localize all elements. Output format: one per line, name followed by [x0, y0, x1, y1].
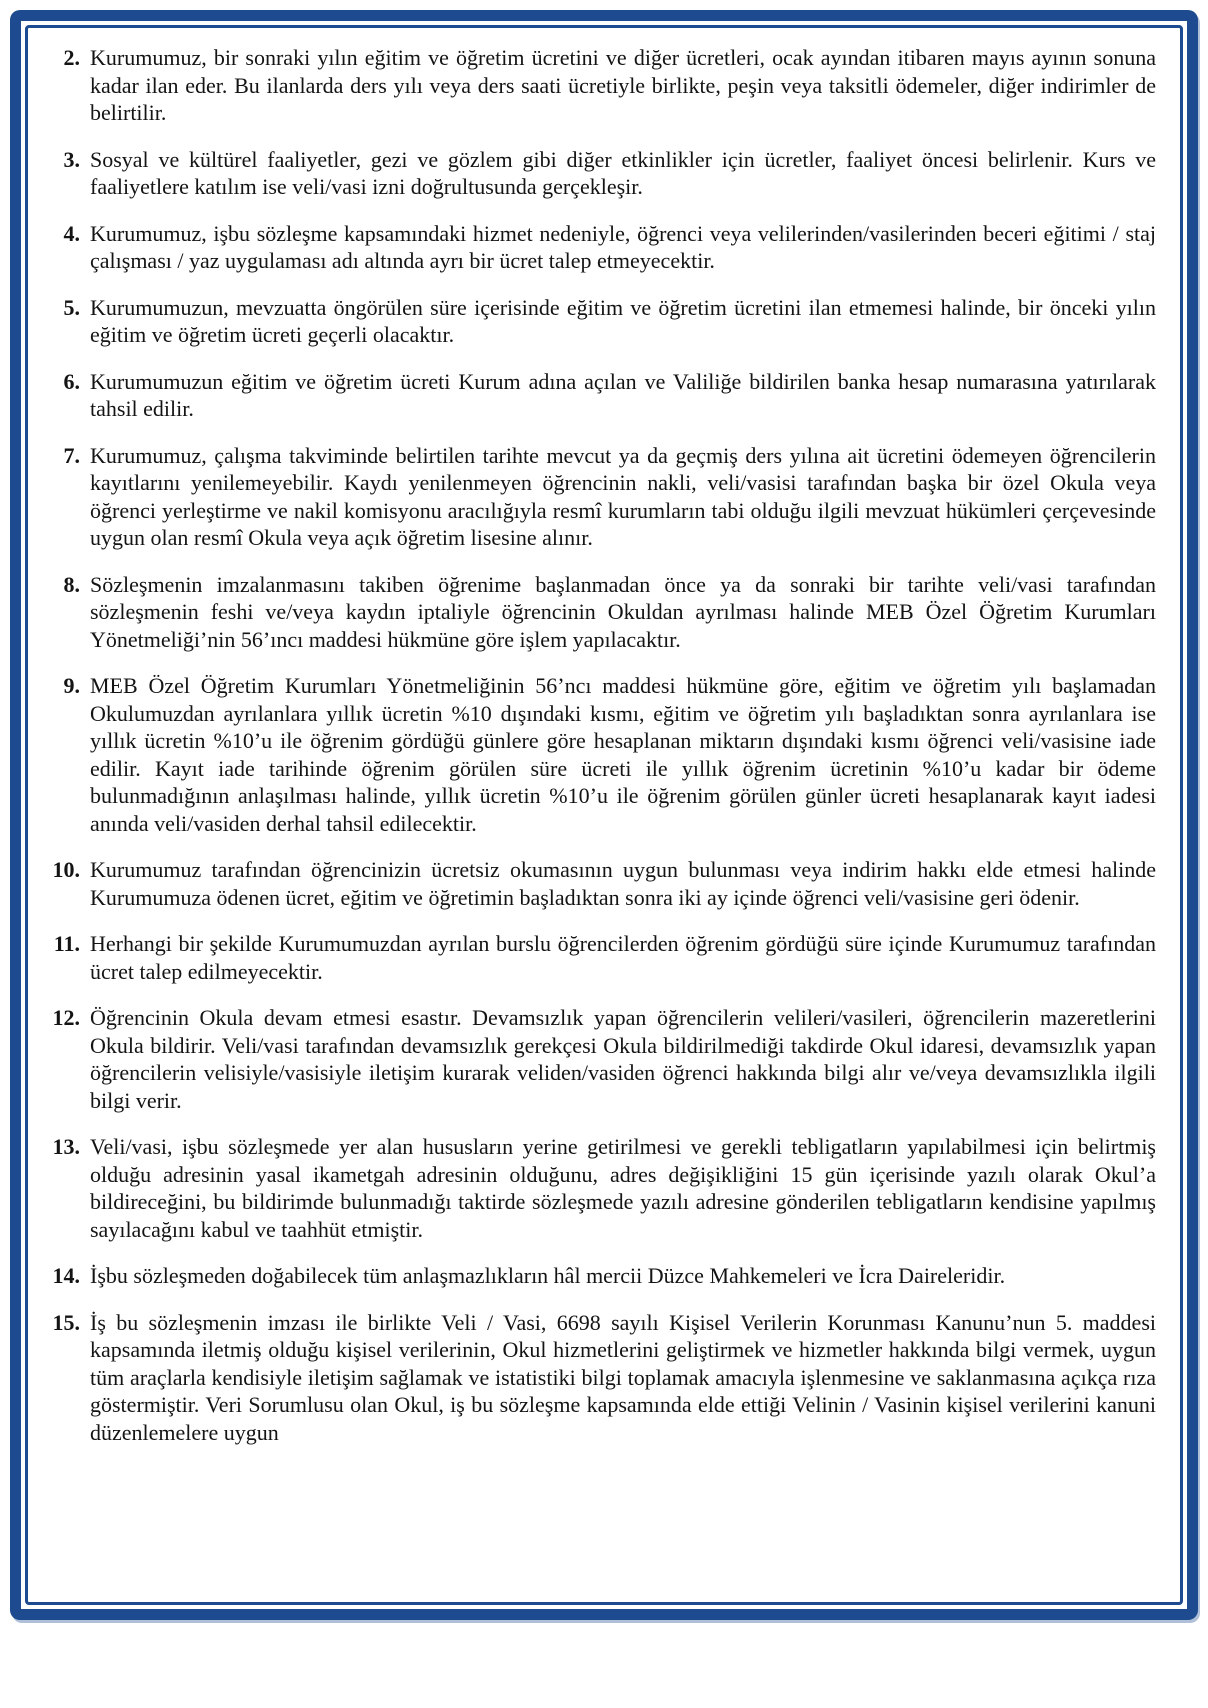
item-number: 6.	[63, 368, 80, 394]
item-text: MEB Özel Öğretim Kurumları Yönetmeliğinin 56’ncı maddesi hükmüne göre, eğitim ve öğretim yılı başlamadan Okulumuzdan ayrılanlara yıllık ücretin %10 dışındaki kısmı, eğitim ve öğretim yılı başladıktan sonra ayrılanlara ise yıllık ücretin %10’u ile öğrenim gördüğü günlere göre hesaplanan miktarın dışındaki kısmı öğrenci veli/vasisine iade edilir. Kayıt iade tarihinde öğrenim görülen süre ücreti ile yıllık öğrenim ücretinin %10’u kadar bir ödeme bulunmadığının anlaşılması halinde, yıllık ücretin %10’u ile öğrenim görülen günler ücreti hesaplanarak kayıt iadesi anında veli/vasiden derhal tahsil edilecektir.	[90, 673, 1156, 836]
item-text: Öğrencinin Okula devam etmesi esastır. Devamsızlık yapan öğrencilerin velileri/vasileri, öğrencilerin mazeretlerini Okula bildirir. Veli/vasi tarafından devamsızlık gerekçesi Okula bildirilmediği takdirde Okul idaresi, devamsızlık yapan öğrencilerin velisiyle/vasisiyle iletişim kurarak veliden/vasiden öğrenci hakkında bilgi alır ve/veya devamsızlıkla ilgili bilgi verir.	[90, 1005, 1156, 1113]
item-text: Kurumumuz tarafından öğrencinizin ücretsiz okumasının uygun bulunması veya indirim hakkı elde etmesi halinde Kurumumuza ödenen ücret, eğitim ve öğretimin başladıktan sonra iki ay içinde öğrenci veli/vasisine geri ödenir.	[90, 857, 1156, 910]
item-number: 15.	[52, 1309, 80, 1335]
item-text: Herhangi bir şekilde Kurumumuzdan ayrılan burslu öğrencilerden öğrenim gördüğü süre içinde Kurumumuz tarafından ücret talep edilmeyecektir.	[90, 931, 1156, 984]
term-item	[34, 1262, 1156, 1290]
item-text: Kurumumuz, işbu sözleşme kapsamındaki hizmet nedeniyle, öğrenci veya velilerinden/vasilerinden beceri eğitimi / staj çalışması / yaz uygulaması adı altında ayrı bir ücret talep etmeyecektir.	[90, 220, 1156, 273]
term-item	[34, 571, 1156, 654]
terms-list	[34, 44, 1156, 1446]
term-item	[34, 930, 1156, 985]
item-number: 12.	[52, 1005, 80, 1030]
contract-border-frame	[10, 10, 1198, 1620]
term-item	[34, 442, 1156, 552]
contract-border-inner	[25, 25, 1183, 1605]
item-number: 3.	[63, 146, 80, 172]
item-text: Kurumumuzun eğitim ve öğretim ücreti Kurum adına açılan ve Valiliğe bildirilen banka hesap numarasına yatırılarak tahsil edilir.	[90, 368, 1156, 421]
item-text: Sözleşmenin imzalanmasını takiben öğrenime başlanmadan önce ya da sonraki bir tarihte veli/vasi tarafından sözleşmenin feshi ve/veya kaydın iptaliyle öğrencinin Okuldan ayrılması halinde MEB Özel Öğretim Kurumları Yönetmeliği’nin 56’ıncı maddesi hükmüne göre işlem yapılacaktır.	[90, 571, 1156, 652]
term-item	[34, 1133, 1156, 1243]
term-item	[34, 146, 1156, 201]
item-number: 5.	[63, 294, 80, 320]
item-number: 4.	[63, 220, 80, 246]
term-item	[34, 1004, 1156, 1114]
item-text: İşbu sözleşmeden doğabilecek tüm anlaşmazlıkların hâl mercii Düzce Mahkemeleri ve İcra Daireleridir.	[90, 1263, 1006, 1288]
item-number: 10.	[52, 857, 80, 882]
item-number: 14.	[52, 1263, 80, 1288]
term-item	[34, 44, 1156, 127]
item-text: Veli/vasi, işbu sözleşmede yer alan hususların yerine getirilmesi ve gerekli tebligatların yapılabilmesi için belirtmiş olduğu adresinin yasal ikametgah adresinin olduğunu, adres değişikliğini 15 gün içerisinde yazılı olarak Okul’a bildireceğini, bu bildirimde bulunmadığı taktirde sözleşmede yazılı adresine gönderilen tebligatların kendisine yapılmış sayılacağını kabul ve taahhüt etmiştir.	[90, 1134, 1156, 1242]
term-item	[34, 672, 1156, 837]
item-number: 2.	[63, 45, 80, 70]
item-number: 13.	[52, 1134, 80, 1159]
term-item	[34, 856, 1156, 911]
term-item	[34, 220, 1156, 275]
item-text: Kurumumuz, bir sonraki yılın eğitim ve öğretim ücretini ve diğer ücretleri, ocak ayından itibaren mayıs ayının sonuna kadar ilan eder. Bu ilanlarda ders yılı veya ders saati ücretiyle birlikte, peşin veya taksitli ödemeler, diğer indirimler de belirtilir.	[90, 45, 1156, 125]
item-number: 7.	[63, 442, 80, 468]
item-number: 11.	[53, 931, 80, 956]
item-text: Kurumumuz, çalışma takviminde belirtilen tarihte mevcut ya da geçmiş ders yılına ait ücretini ödemeyen öğrencilerin kayıtlarını yenilemeyebilir. Kaydı yenilenmeyen öğrencinin nakli, veli/vasisi tarafından başka bir özel Okula veya öğrenci yerleştirme ve nakil komisyonu aracılığıyla resmî kurumların tabi olduğu ilgili mevzuat hükümleri çerçevesinde uygun olan resmî Okula veya açık öğretim lisesine alınır.	[90, 442, 1156, 550]
term-item	[34, 1309, 1156, 1447]
item-text: Sosyal ve kültürel faaliyetler, gezi ve gözlem gibi diğer etkinlikler için ücretler, faaliyet öncesi belirlenir. Kurs ve faaliyetlere katılım ise veli/vasi izni doğrultusunda gerçekleşir.	[90, 146, 1156, 199]
term-item	[34, 294, 1156, 349]
item-text: İş bu sözleşmenin imzası ile birlikte Veli / Vasi, 6698 sayılı Kişisel Verilerin Korunması Kanunu’nun 5. maddesi kapsamında iletmiş olduğu kişisel verilerinin, Okul hizmetlerini geliştirmek ve hizmetler hakkında bilgi vermek, uygun tüm araçlarla kendisiyle iletişim sağlamak ve istatistiki bilgi toplamak amacıyla işlenmesine ve saklanmasına açıkça rıza göstermiştir. Veri Sorumlusu olan Okul, iş bu sözleşme kapsamında elde ettiği Velinin / Vasinin kişisel verilerini kanuni düzenlemelere uygun	[90, 1309, 1156, 1445]
item-text: Kurumumuzun, mevzuatta öngörülen süre içerisinde eğitim ve öğretim ücretini ilan etmemesi halinde, bir önceki yılın eğitim ve öğretim ücreti geçerli olacaktır.	[90, 294, 1156, 347]
item-number: 9.	[63, 673, 80, 698]
term-item	[34, 368, 1156, 423]
item-number: 8.	[63, 571, 80, 597]
